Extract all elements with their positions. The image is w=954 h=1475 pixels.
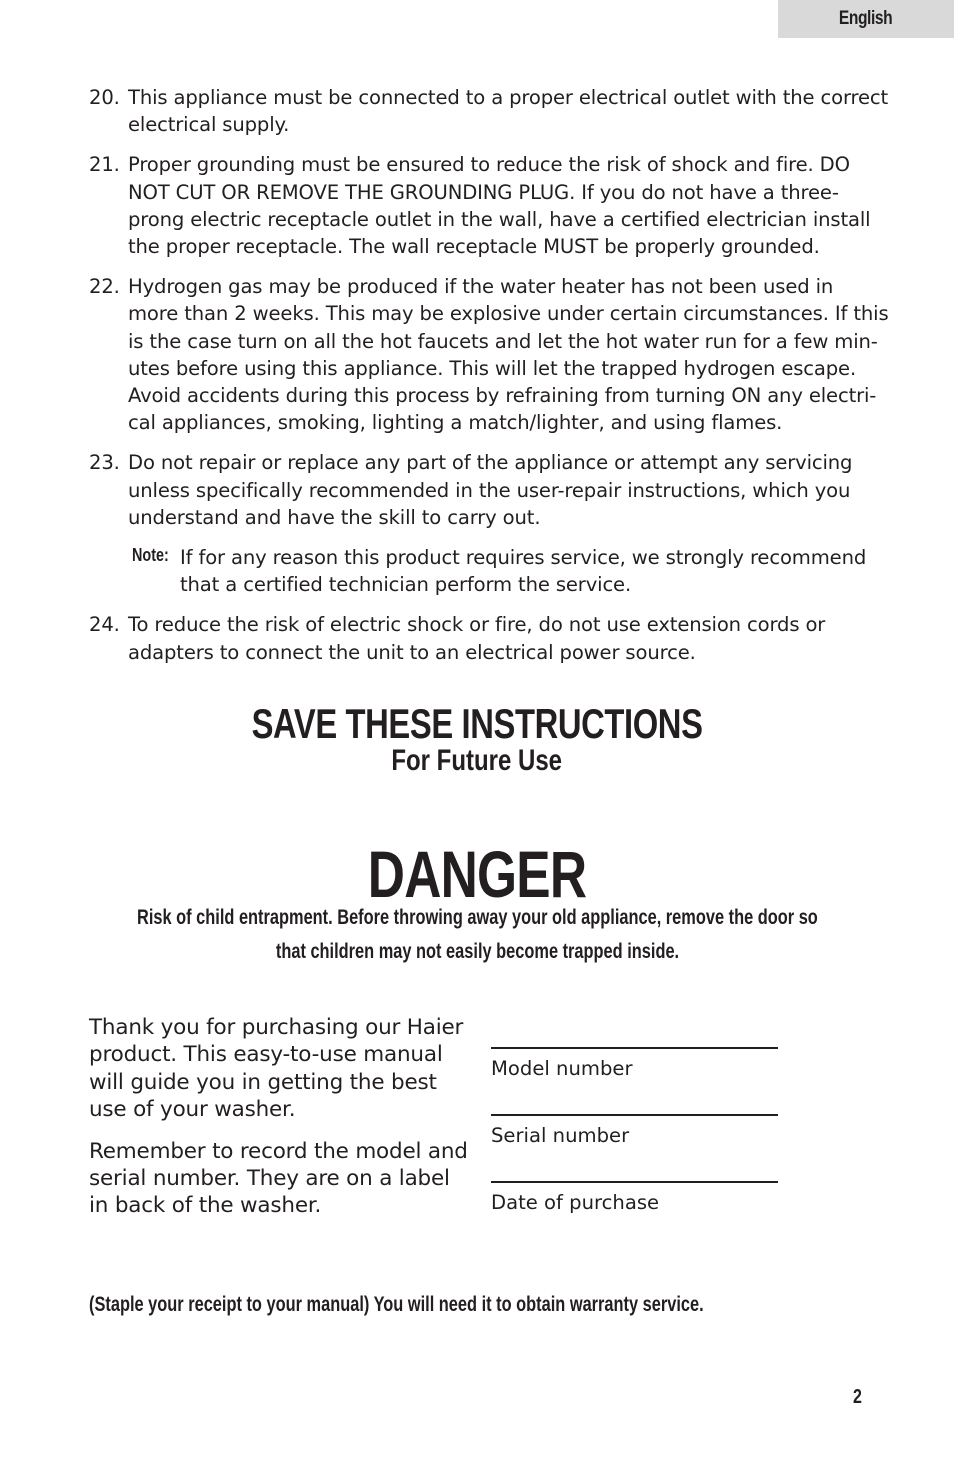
save-instructions-title: SAVE THESE INSTRUCTIONS bbox=[251, 700, 703, 747]
item-text: To reduce the risk of electric shock or fire, do not use extension cords or adapters to connect the unit to an electrical power source. bbox=[128, 613, 826, 664]
list-item bbox=[89, 449, 889, 531]
note-label: Note: bbox=[132, 545, 169, 566]
save-instructions-subheading bbox=[0, 744, 954, 778]
date-of-purchase-label: Date of purchase bbox=[491, 1191, 660, 1214]
language-tab bbox=[778, 0, 954, 38]
list-item bbox=[89, 611, 889, 665]
danger-warning-line-2 bbox=[0, 940, 954, 964]
item-number: 24. bbox=[89, 613, 120, 637]
page-number-text: 2 bbox=[853, 1386, 862, 1408]
model-number-field bbox=[491, 1047, 778, 1112]
danger-warning-line-1 bbox=[0, 906, 954, 930]
danger-heading bbox=[0, 836, 954, 912]
danger-title: DANGER bbox=[367, 837, 587, 911]
item-number: 22. bbox=[89, 275, 120, 299]
list-item bbox=[89, 84, 889, 138]
language-tab-label: English bbox=[839, 8, 893, 29]
save-instructions-heading bbox=[0, 700, 954, 748]
serial-number-field bbox=[491, 1114, 778, 1179]
page-number bbox=[853, 1386, 864, 1409]
record-fields bbox=[491, 1047, 778, 1248]
model-number-label: Model number bbox=[491, 1057, 633, 1080]
service-note bbox=[132, 544, 889, 598]
item-number: 23. bbox=[89, 451, 120, 475]
list-item bbox=[89, 151, 889, 260]
instruction-list bbox=[89, 84, 889, 679]
item-number: 20. bbox=[89, 86, 120, 109]
note-text: If for any reason this product requires service, we strongly recommend that a certified technician perform the service. bbox=[180, 546, 867, 597]
intro-paragraph: Thank you for purchasing our Haier product. This easy-to-use manual will guide you in getting the best use of your washer. bbox=[89, 1015, 464, 1123]
list-item bbox=[89, 273, 889, 436]
item-number: 21. bbox=[89, 153, 120, 177]
item-text: This appliance must be connected to a proper electrical outlet with the correct electrical supply. bbox=[128, 86, 889, 137]
intro-paragraph: Remember to record the model and serial number. They are on a label in back of the washer. bbox=[89, 1138, 468, 1219]
date-of-purchase-field bbox=[491, 1181, 778, 1246]
item-text: Do not repair or replace any part of the appliance or attempt any servicing unless specifically recommended in the user-repair instructions, which you understand and have the skill to carry out. bbox=[128, 451, 853, 529]
intro-text bbox=[89, 1014, 469, 1234]
save-instructions-subtitle: For Future Use bbox=[391, 744, 563, 777]
staple-note bbox=[89, 1293, 877, 1317]
item-text: Proper grounding must be ensured to reduce the risk of shock and fire. DO NOT CUT OR REMOVE THE GROUNDING PLUG. If you do not have a three-prong electric receptacle outlet in the wall, have a certified electrician install the proper receptacle. The wall receptacle MUST be properly grounded. bbox=[128, 153, 871, 259]
danger-warning-text: that children may not easily become trapped inside. bbox=[275, 940, 679, 963]
staple-note-text: (Staple your receipt to your manual) You will need it to obtain warranty service. bbox=[89, 1293, 704, 1316]
danger-warning-text: Risk of child entrapment. Before throwing away your old appliance, remove the door so bbox=[136, 906, 818, 929]
item-text: Hydrogen gas may be produced if the water heater has not been used in more than 2 weeks. This may be explosive under certain circumstances. If this is the case turn on all the hot faucets and let the hot water run for a few min-utes before using this appliance. This will let the trapped hydrogen escape. Avoid accidents during this process by refraining from turning ON any electri-cal appliances, smoking, lighting a match/lighter, and using flames. bbox=[128, 275, 889, 435]
serial-number-label: Serial number bbox=[491, 1124, 630, 1147]
